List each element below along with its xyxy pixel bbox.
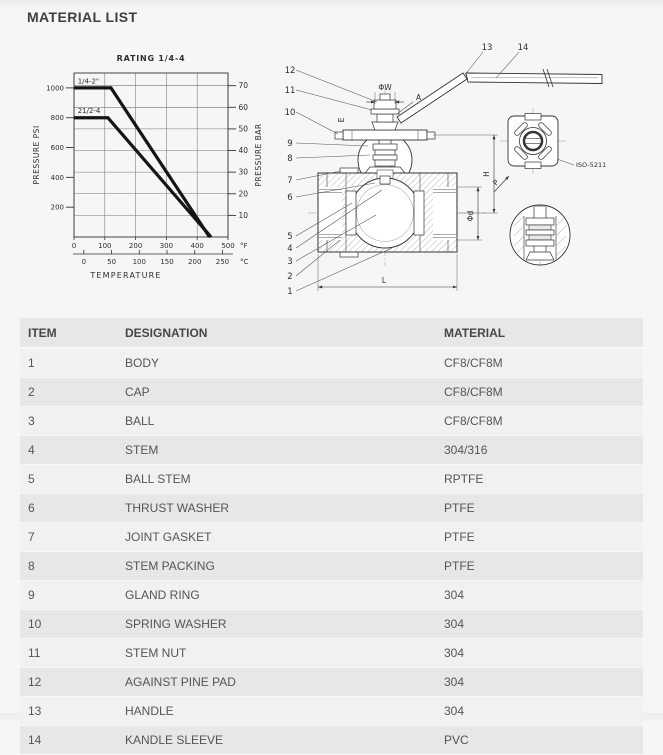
series-label-0: 1/4-2" [77, 77, 100, 86]
dim-h-label: H [482, 171, 491, 177]
tick-label-f: 100 [98, 242, 112, 250]
iso5211-label: ISO-5211 [576, 161, 607, 169]
table-cell: 5 [20, 465, 124, 494]
table-cell: 304 [443, 639, 643, 668]
table-cell: PTFE [443, 523, 643, 552]
table-cell: 13 [20, 697, 124, 726]
tick-label-c: 250 [215, 258, 230, 266]
table-cell: 11 [20, 639, 124, 668]
tick-label-bar: 40 [238, 146, 249, 156]
part-label-2: 2 [287, 272, 293, 282]
part-label-11: 11 [284, 86, 296, 96]
part-label-9: 9 [287, 139, 293, 149]
part-label-6: 6 [287, 193, 293, 203]
iso5211-pad-top-view [491, 108, 606, 192]
tick-label-psi: 600 [50, 144, 64, 153]
y-right-title: PRESSURE BAR [254, 123, 263, 187]
table-cell: 304/316 [443, 436, 643, 465]
table-cell: HANDLE [124, 697, 443, 726]
table-row [20, 668, 643, 697]
page-title: MATERIAL LIST [27, 9, 138, 25]
tick-label-psi: 1000 [46, 84, 64, 93]
table-cell: 2 [20, 378, 124, 407]
table-cell: 9 [20, 581, 124, 610]
tick-label-psi: 200 [50, 203, 64, 212]
table-cell: 12 [20, 668, 124, 697]
ball-stem-tab [380, 176, 390, 184]
valve-body [318, 167, 457, 257]
part-label-14: 14 [517, 43, 529, 53]
pressure-temperature-chart [28, 45, 270, 295]
table-row [20, 523, 643, 552]
series-label-1: 21/2-4 [77, 107, 101, 116]
table-cell: 1 [20, 348, 124, 378]
table-cell: KANDLE SLEEVE [124, 726, 443, 755]
material-table-body [20, 348, 643, 755]
column-header-designation: DESIGNATION [124, 318, 443, 348]
valve-drawing [280, 40, 663, 310]
table-cell: 10 [20, 610, 124, 639]
pt-chart-svg [28, 45, 270, 295]
table-cell: 304 [443, 610, 643, 639]
table-cell: 304 [443, 697, 643, 726]
tick-label-bar: 30 [238, 167, 249, 177]
dim-a-label: A [416, 93, 422, 102]
part-label-5: 5 [287, 232, 293, 242]
dim-p-label: P [491, 177, 501, 188]
table-cell: STEM NUT [124, 639, 443, 668]
tick-label-bar: 70 [238, 81, 249, 91]
table-cell: CF8/CF8M [443, 378, 643, 407]
table-row [20, 348, 643, 378]
tick-label-f: 200 [128, 242, 143, 250]
table-row [20, 639, 643, 668]
table-row [20, 378, 643, 407]
dim-e-label: E [337, 117, 346, 123]
unit-c-label: °C [240, 258, 249, 266]
table-row [20, 610, 643, 639]
table-row [20, 465, 643, 494]
part-label-4: 4 [287, 244, 293, 254]
tick-label-bar: 60 [238, 102, 249, 112]
table-cell: 7 [20, 523, 124, 552]
column-header-item: ITEM [20, 318, 124, 348]
tick-label-bar: 10 [238, 210, 249, 220]
table-row [20, 407, 643, 436]
tick-label-bar: 50 [238, 124, 249, 134]
tick-label-f: 400 [190, 242, 204, 250]
valve-drawing-svg [280, 40, 663, 310]
part-label-13: 13 [481, 43, 493, 53]
table-cell: 304 [443, 668, 643, 697]
part-label-7: 7 [287, 176, 293, 186]
part-label-12: 12 [284, 66, 296, 76]
part-label-3: 3 [287, 257, 293, 267]
tick-label-f: 500 [221, 242, 235, 250]
table-cell: 6 [20, 494, 124, 523]
chart-title: RATING 1/4-4 [116, 54, 186, 63]
tick-label-c: 200 [188, 258, 202, 266]
table-cell: 8 [20, 552, 124, 581]
table-row [20, 697, 643, 726]
table-cell: GLAND RING [124, 581, 443, 610]
dim-w-label: ΦW [378, 83, 392, 92]
table-cell: 304 [443, 581, 643, 610]
stem-detail-bubble [510, 203, 570, 268]
valve-mounting-flange [335, 130, 435, 140]
tick-label-f: 0 [71, 242, 77, 250]
table-cell: BALL [124, 407, 443, 436]
tick-label-c: 100 [132, 258, 146, 266]
part-label-8: 8 [287, 154, 293, 164]
table-cell: CF8/CF8M [443, 348, 643, 378]
table-cell: PVC [443, 726, 643, 755]
table-cell: BALL STEM [124, 465, 443, 494]
valve-handle [397, 69, 602, 123]
table-cell: PTFE [443, 494, 643, 523]
material-table [20, 318, 643, 755]
table-cell: THRUST WASHER [124, 494, 443, 523]
tick-label-c: 50 [107, 258, 117, 266]
table-row [20, 726, 643, 755]
tick-label-bar: 20 [238, 189, 249, 199]
table-cell: CF8/CF8M [443, 407, 643, 436]
dim-d-label: Φd [466, 210, 475, 222]
ball-seat-right [414, 191, 424, 235]
material-table-header [20, 318, 643, 348]
table-cell: STEM [124, 436, 443, 465]
x-axis-title: TEMPERATURE [90, 271, 162, 280]
part-label-10: 10 [284, 108, 296, 118]
plot-border [74, 73, 228, 237]
table-cell: AGAINST PINE PAD [124, 668, 443, 697]
table-row [20, 436, 643, 465]
tick-label-f: 300 [159, 242, 174, 250]
table-cell: STEM PACKING [124, 552, 443, 581]
table-row [20, 552, 643, 581]
table-cell: PTFE [443, 552, 643, 581]
tick-label-c: 0 [81, 258, 87, 266]
tick-label-psi: 400 [50, 173, 64, 182]
tick-label-c: 150 [160, 258, 174, 266]
table-cell: JOINT GASKET [124, 523, 443, 552]
table-cell: 3 [20, 407, 124, 436]
table-row [20, 494, 643, 523]
column-header-material: MATERIAL [443, 318, 643, 348]
table-cell: SPRING WASHER [124, 610, 443, 639]
y-left-title: PRESSURE PSI [32, 125, 41, 185]
table-cell: CAP [124, 378, 443, 407]
table-cell: 4 [20, 436, 124, 465]
unit-f-label: °F [240, 242, 248, 250]
table-row [20, 581, 643, 610]
table-cell: RPTFE [443, 465, 643, 494]
table-cell: BODY [124, 348, 443, 378]
valve-ball [350, 178, 420, 248]
part-label-1: 1 [287, 287, 293, 297]
dim-l-label: L [381, 276, 387, 285]
table-cell: 14 [20, 726, 124, 755]
tick-label-psi: 800 [50, 114, 64, 123]
